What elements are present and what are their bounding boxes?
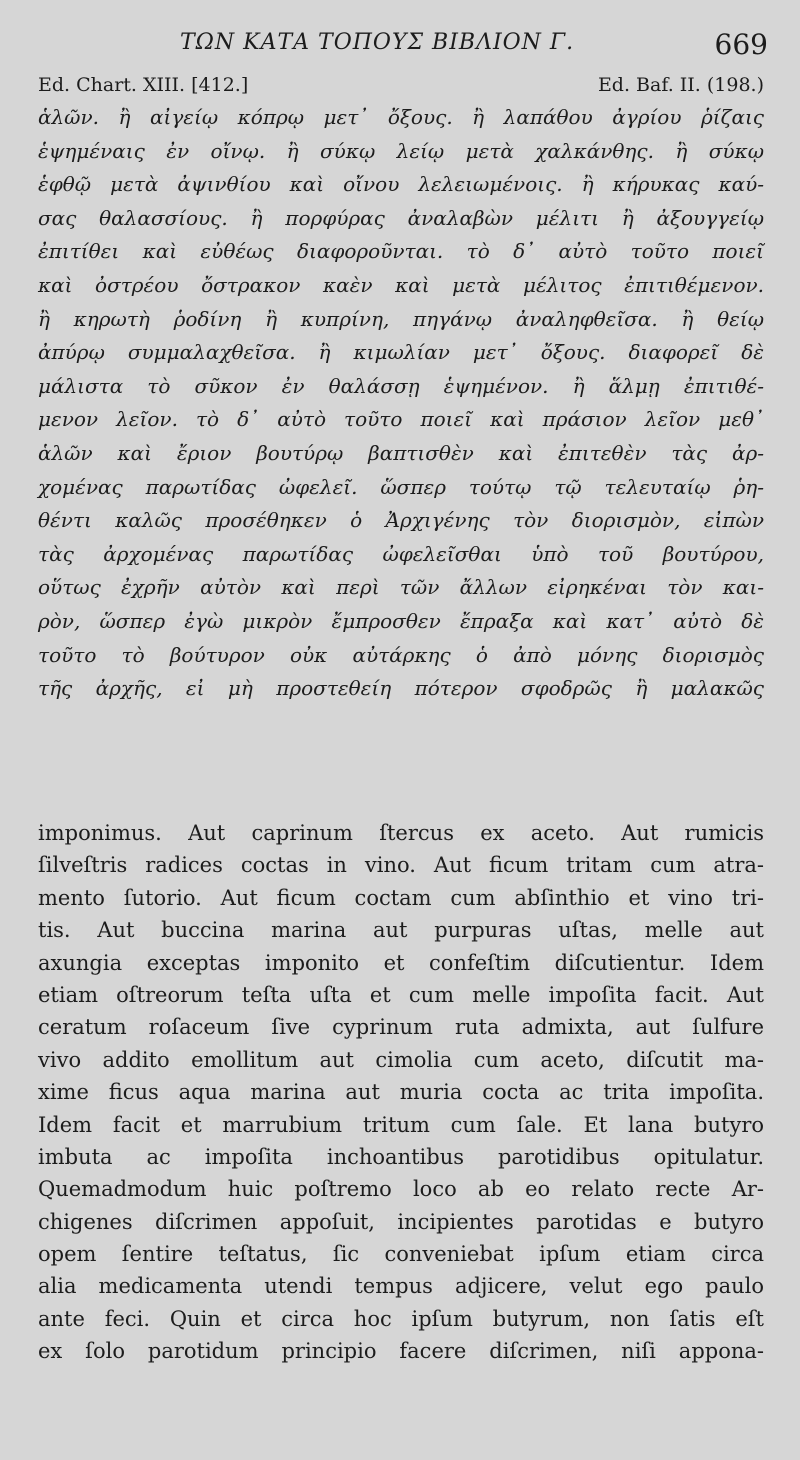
greek-text-line: ἢ κηρωτὴ ῥοδίνη ἢ κυπρίνη, πηγάνῳ ἀναληφθεῖσα. ἢ θείῳ <box>38 306 764 331</box>
latin-text-line: alia medicamenta utendi tempus adjicere, velut ego paulo <box>38 1274 764 1299</box>
latin-text-line: vivo addito emollitum aut cimolia cum aceto, diſcutit ma- <box>38 1047 764 1072</box>
greek-text-line: μενον λεῖον. τὸ δ᾿ αὐτὸ τοῦτο ποιεῖ καὶ πράσιον λεῖον μεθ᾿ <box>38 407 764 432</box>
latin-text-line: ſilveſtris radices coctas in vino. Aut ficum tritam cum atra- <box>38 853 764 878</box>
greek-text-line: τὰς ἀρχομένας παρωτίδας ὠφελεῖσθαι ὑπὸ τοῦ βουτύρου, <box>38 541 764 566</box>
edition-basel-reference: Ed. Baf. II. (198.) <box>597 74 764 96</box>
greek-text-line: μάλιστα τὸ σῦκον ἐν θαλάσσῃ ἑψημένον. ἢ ἅλμῃ ἐπιτιθέ- <box>38 373 764 398</box>
latin-text-line: Idem facit et marrubium tritum cum ſale. Et lana butyro <box>38 1112 764 1137</box>
greek-text-line: σας θαλασσίους. ἢ πορφύρας ἀναλαβὼν μέλιτι ἢ ἀξουγγείῳ <box>38 205 764 230</box>
latin-text-line: etiam oſtreorum teſta uſta et cum melle impoſita facit. Aut <box>38 982 764 1007</box>
edition-chartier-reference: Ed. Chart. XIII. [412.] <box>38 74 249 96</box>
latin-text-line: axungia exceptas imponito et confeſtim diſcutientur. Idem <box>38 950 764 975</box>
running-title: ΤΩΝ ΚΑΤΑ ΤΟΠΟΥΣ ΒΙΒΛΙΟΝ Γ. <box>180 30 575 55</box>
greek-text-line: ἑψημέναις ἐν οἴνῳ. ἢ σύκῳ λείῳ μετὰ χαλκάνθης. ἢ σύκῳ <box>38 138 764 163</box>
latin-text-line: imponimus. Aut caprinum ſtercus ex aceto. Aut rumicis <box>38 821 764 845</box>
page-header <box>0 26 800 66</box>
greek-text-line: ἑφθῷ μετὰ ἀψινθίου καὶ οἴνου λελειωμένοις. ἢ κήρυκας καύ- <box>38 172 764 197</box>
edition-reference-line <box>38 74 764 100</box>
latin-text-line: ceratum roſaceum ſive cyprinum ruta admixta, aut ſulfure <box>38 1015 764 1040</box>
greek-text-line: θέντι καλῶς προσέθηκεν ὁ Ἀρχιγένης τὸν διορισμὸν, εἰπὼν <box>38 508 764 533</box>
latin-text-line: ex ſolo parotidum principio facere diſcrimen, niſi appona- <box>38 1339 764 1364</box>
greek-text-line: ρὸν, ὥσπερ ἐγὼ μικρὸν ἔμπροσθεν ἔπραξα καὶ κατ᾿ αὐτὸ δὲ <box>38 608 764 633</box>
latin-text-line: chigenes diſcrimen appoſuit, incipientes parotidas e butyro <box>38 1209 764 1234</box>
greek-text-line: καὶ ὀστρέου ὄστρακον καὲν καὶ μετὰ μέλιτος ἐπιτιθέμενον. <box>38 272 764 297</box>
latin-text-line: mento ſutorio. Aut ficum coctam cum abſinthio et vino tri- <box>38 885 764 910</box>
greek-text-line: τοῦτο τὸ βούτυρον οὐκ αὐτάρκης ὁ ἀπὸ μόνης διορισμὸς <box>38 642 764 667</box>
page-number: 669 <box>714 28 768 61</box>
latin-text-line: xime ficus aqua marina aut muria cocta ac trita impoſita. <box>38 1080 764 1105</box>
latin-text-line: opem ſentire teſtatus, ſic conveniebat ipſum etiam circa <box>38 1242 764 1267</box>
latin-text-block <box>38 817 764 1368</box>
greek-text-line: τῆς ἀρχῆς, εἰ μὴ προστεθείη πότερον σφοδρῶς ἢ μαλακῶς <box>38 676 764 701</box>
latin-text-line: Quemadmodum huic poſtremo loco ab eo relato recte Ar- <box>38 1177 764 1202</box>
greek-text-line: ἀπύρῳ συμμαλαχθεῖσα. ἢ κιμωλίαν μετ᾿ ὄξους. διαφορεῖ δὲ <box>38 340 764 365</box>
greek-text-block <box>38 101 764 706</box>
latin-text-line: ante feci. Quin et circa hoc ipſum butyrum, non ſatis eſt <box>38 1306 764 1331</box>
latin-text-line: tis. Aut buccina marina aut purpuras uſtas, melle aut <box>38 918 764 943</box>
greek-text-line: ἁλῶν καὶ ἔριον βουτύρῳ βαπτισθὲν καὶ ἐπιτεθὲν τὰς ἀρ- <box>38 440 764 465</box>
greek-text-line: οὕτως ἐχρῆν αὐτὸν καὶ περὶ τῶν ἄλλων εἰρηκέναι τὸν και- <box>38 575 764 600</box>
greek-text-line: ἁλῶν. ἢ αἰγείῳ κόπρῳ μετ᾿ ὄξους. ἢ λαπάθου ἀγρίου ῥίζαις <box>38 105 764 129</box>
latin-text-line: imbuta ac impoſita inchoantibus parotidibus opitulatur. <box>38 1144 764 1169</box>
greek-text-line: χομένας παρωτίδας ὠφελεῖ. ὥσπερ τούτῳ τῷ τελευταίῳ ῥη- <box>38 474 764 499</box>
greek-text-line: ἐπιτίθει καὶ εὐθέως διαφοροῦνται. τὸ δ᾿ αὐτὸ τοῦτο ποιεῖ <box>38 239 764 264</box>
